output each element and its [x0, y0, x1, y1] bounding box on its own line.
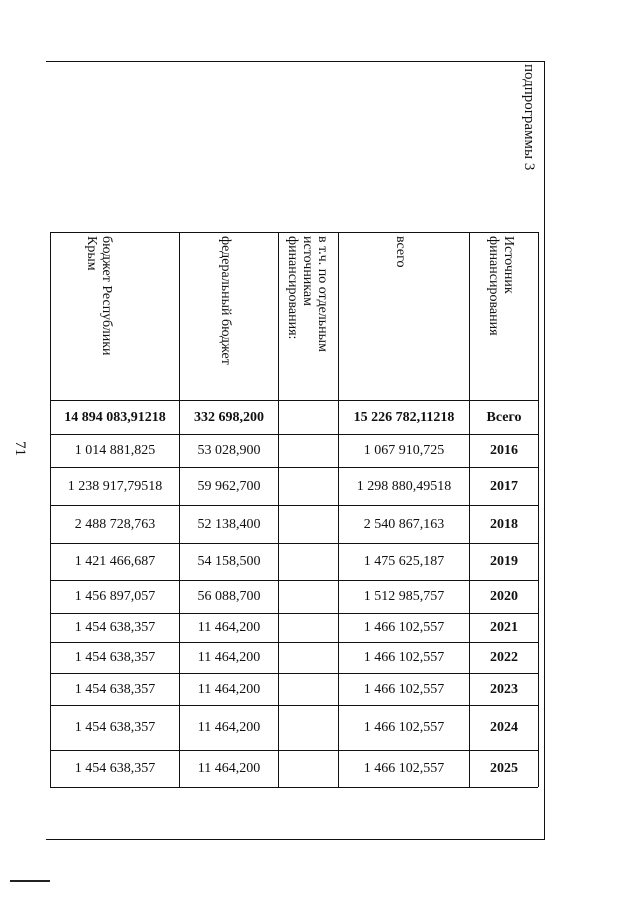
- table-cell: [279, 643, 338, 673]
- table-cell: 1 421 466,687: [74, 554, 156, 569]
- row-source-cell: 2019: [490, 554, 518, 569]
- table-cell: [279, 706, 338, 750]
- table-cell: 15 226 782,11218: [353, 409, 455, 425]
- table-cell: 1 454 638,357: [74, 681, 156, 697]
- table-cell: 1 454 638,357: [74, 761, 156, 776]
- table-cell: 59 962,700: [197, 478, 261, 494]
- table-cell: 56 088,700: [197, 589, 261, 604]
- table-cell: [279, 468, 338, 505]
- row-source-cell: 2023: [490, 681, 518, 697]
- right-rule: [544, 61, 545, 840]
- table-cell: [279, 401, 338, 434]
- row-source-cell: 2025: [490, 761, 518, 776]
- table-cell: 1 014 881,825: [74, 443, 156, 458]
- table-cell: 1 466 102,557: [363, 761, 445, 776]
- footer-mark: [10, 880, 50, 882]
- table-cell: 1 475 625,187: [363, 554, 445, 569]
- row-source-cell: Всего: [486, 409, 522, 425]
- table-cell: [279, 751, 338, 787]
- table-cell: [279, 614, 338, 642]
- table-cell: [279, 674, 338, 705]
- table-cell: [279, 544, 338, 580]
- table-hline: [50, 787, 538, 788]
- table-cell: 14 894 083,91218: [64, 409, 166, 425]
- table-cell: 1 512 985,757: [363, 589, 445, 604]
- table-cell: 1 466 102,557: [363, 620, 445, 635]
- table-cell: 54 158,500: [197, 554, 261, 569]
- table-cell: 1 466 102,557: [363, 720, 445, 735]
- header-by-sources: в т.ч. по отдельным источникам финансирования:: [285, 236, 330, 352]
- table-cell: 52 138,400: [197, 516, 261, 532]
- table-hline: [50, 232, 538, 233]
- table-cell: 1 454 638,357: [74, 650, 156, 665]
- header-source: Источник финансирования: [486, 236, 516, 336]
- table-cell: 11 464,200: [197, 761, 261, 776]
- table-cell: 2 540 867,163: [363, 516, 445, 532]
- table-cell: 1 456 897,057: [74, 589, 156, 604]
- row-source-cell: 2022: [490, 650, 518, 665]
- header-federal: федеральный бюджет: [218, 236, 233, 365]
- table-cell: 332 698,200: [194, 409, 264, 425]
- table-cell: 1 466 102,557: [363, 681, 445, 697]
- table-cell: [279, 506, 338, 543]
- row-source-cell: 2020: [490, 589, 518, 604]
- table-cell: [279, 581, 338, 613]
- table-cell: 11 464,200: [197, 681, 261, 697]
- table-cell: 1 454 638,357: [74, 720, 156, 735]
- table-cell: 1 454 638,357: [74, 620, 156, 635]
- table-cell: 11 464,200: [197, 720, 261, 735]
- table-vline: [538, 232, 539, 787]
- table-cell: 11 464,200: [197, 620, 261, 635]
- table-cell: 53 028,900: [197, 443, 261, 458]
- header-budget-rk: бюджет Республики Крым: [84, 236, 114, 356]
- row-source-cell: 2016: [490, 443, 518, 458]
- page-number: 71: [12, 441, 28, 456]
- row-source-cell: 2024: [490, 720, 518, 735]
- header-total: всего: [393, 236, 408, 268]
- top-rule: [46, 61, 545, 62]
- row-source-cell: 2021: [490, 620, 518, 635]
- table-cell: 1 298 880,49518: [356, 478, 452, 494]
- table-cell: 11 464,200: [197, 650, 261, 665]
- bottom-rule: [46, 839, 545, 840]
- table-cell: [279, 435, 338, 467]
- table-cell: 1 067 910,725: [363, 443, 445, 458]
- heading-fragment: подпрограммы 3: [521, 64, 537, 171]
- table-cell: 2 488 728,763: [74, 516, 156, 532]
- table-cell: 1 466 102,557: [363, 650, 445, 665]
- row-source-cell: 2018: [490, 516, 518, 532]
- table-cell: 1 238 917,79518: [67, 478, 163, 494]
- row-source-cell: 2017: [490, 478, 518, 494]
